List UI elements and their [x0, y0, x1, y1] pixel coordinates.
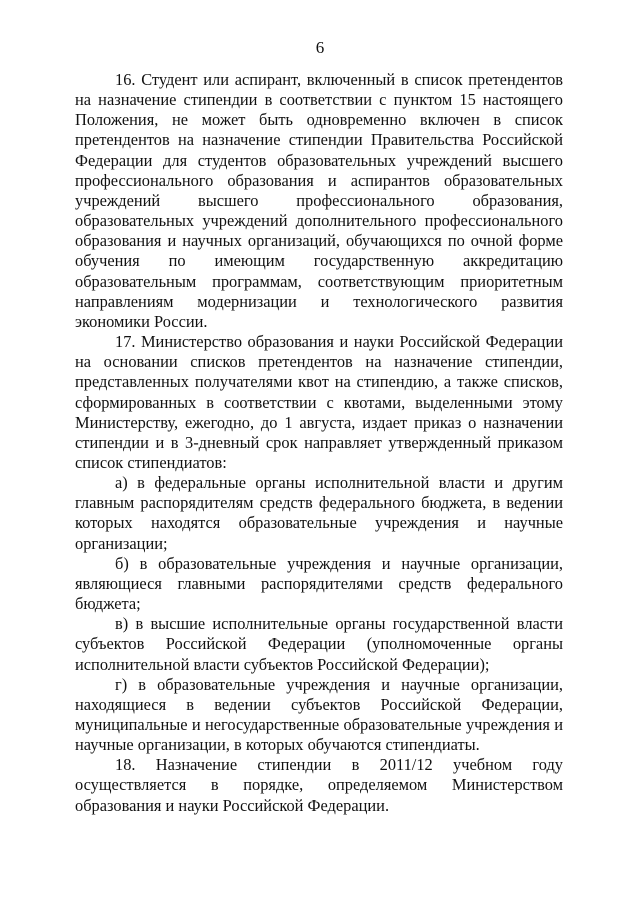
page-number: 6 [315, 38, 325, 57]
paragraph-17-item-b: б) в образовательные учреждения и научные организации, являющиеся главными распорядителями средств федерального бюджета; [75, 553, 563, 614]
paragraph-18: 18. Назначение стипендии в 2011/12 учебном году осуществляется в порядке, определяемом Министерством образования и науки Российской Федерации. [75, 755, 563, 815]
paragraph-17-item-v: в) в высшие исполнительные органы государственной власти субъектов Российской Федерации (уполномоченные органы исполнительной власти субъектов Российской Федерации); [75, 614, 563, 674]
paragraph-17-item-a: а) в федеральные органы исполнительной власти и другим главным распорядителям средств федерального бюджета, в ведении которых находятся образовательные учреждения и научные организации; [75, 473, 563, 553]
paragraph-17-item-g: г) в образовательные учреждения и научные организации, находящиеся в ведении субъектов Российской Федерации, муниципальные и негосударственные образовательные учреждения и научные организации, в которых обучаются стипендиаты. [75, 674, 563, 755]
document-body [75, 70, 563, 816]
paragraph-17: 17. Министерство образования и науки Российской Федерации на основании списков претендентов на назначение стипендии, представленных получателями квот на стипендию, а также списков, сформированных в соответствии с квотами, выделенными этому Министерству, ежегодно, до 1 августа, издает приказ о назначении стипендии и в 3-дневный срок направляет утвержденный приказом список стипендиатов: [75, 332, 563, 472]
paragraph-16: 16. Студент или аспирант, включенный в список претендентов на назначение стипендии в соответствии с пунктом 15 настоящего Положения, не может быть одновременно включен в список претендентов на назначение стипендии Правительства Российской Федерации для студентов образовательных учреждений высшего профессионального образования и аспирантов образовательных учреждений высшего профессионального образования, образовательных учреждений дополнительного профессионального образования и научных организаций, обучающихся по очной форме обучения по имеющим государственную аккредитацию образовательным программам, соответствующим приоритетным направлениям модернизации и технологического развития экономики России. [75, 70, 563, 331]
